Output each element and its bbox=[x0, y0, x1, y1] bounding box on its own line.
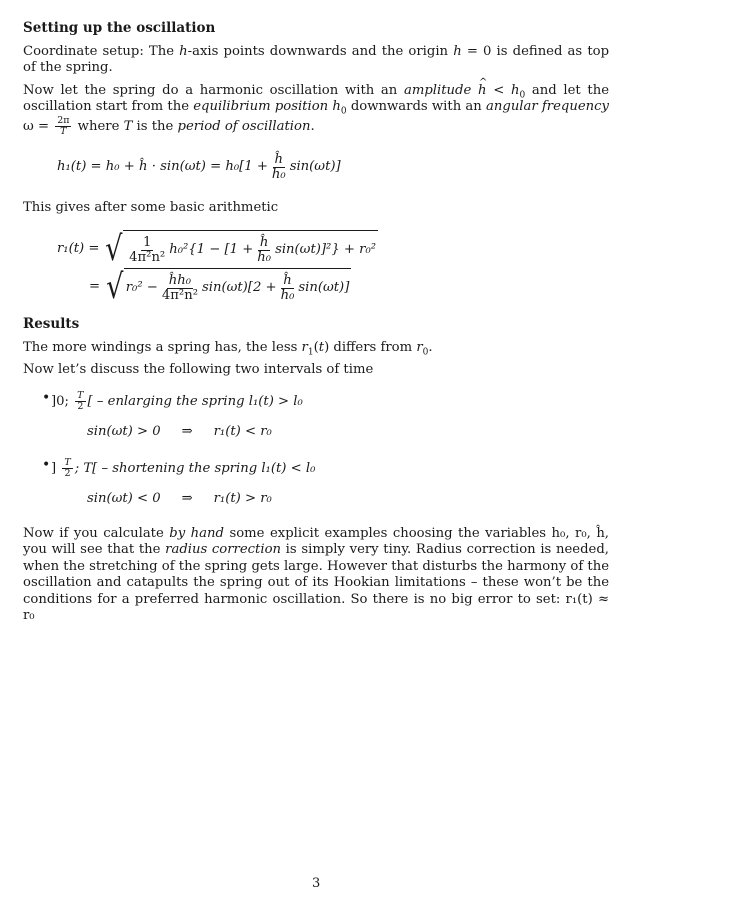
equation-h1: h₁(t) = h₀ + ĥ · sin(ωt) = h₀[1 + $\frac{ĥ}{\text{h₀}}$ sin(ωt)] bbox=[57, 151, 341, 182]
interval-list bbox=[23, 391, 609, 508]
conclusion-paragraph: Now if you calculate by hand some explicit examples choosing the variables h₀, r₀, ĥ, you will see that the radius correction is simply very tiny. Radius correction is needed, when the stretching of the spring gets large. However that disturbs the harmony of the oscillation and catapults the spring out of its Hookian limitations – these won’t be the conditions for a preferred harmonic oscillation. So there is no big error to set: r₁(t) ≈ r₀ bbox=[23, 525, 609, 623]
list-item: • ]0; $\frac{T}{2}$ [ – enlarging the spring l₁(t) > l₀ sin(ωt) > 0 ⇒ r₁(t) < r₀ bbox=[23, 391, 609, 441]
arithmetic-paragraph: This gives after some basic arithmetic bbox=[23, 199, 279, 215]
interval-equation: sin(ωt) < 0 ⇒ r₁(t) > r₀ bbox=[87, 491, 272, 506]
equation-r1-line2: = √ r₀² − $\frac{\text{ĥh₀}}{\text{4π²n²}}$ sin(ωt)[2 + $\frac{ĥ}{\text{h₀}}$ sin(ωt)] bbox=[89, 267, 350, 307]
oscillation-paragraph: Now let the spring do a harmonic oscillation with an amplitude ^ $h < h_0$ and let the oscillation start from the equilibrium position $h_0$ downwards with an angular frequency ω = $\frac{2\pi}{T}$ where T is the period of oscillation. bbox=[23, 83, 609, 137]
equation-r1-line1: r₁(t) = √ $\frac{1}{\text{4π²n²}}$ h₀²{1 − [1 + $\frac{ĥ}{\text{h₀}}$ sin(ωt)]²} + r₀² bbox=[57, 229, 377, 269]
page-number: 3 bbox=[312, 876, 321, 891]
windings-paragraph: The more windings a spring has, the less $r_1(t)$ differs from $r_0$. bbox=[23, 339, 433, 358]
section-heading-setup: Setting up the oscillation bbox=[23, 20, 216, 36]
intervals-intro: Now let’s discuss the following two intervals of time bbox=[23, 362, 374, 377]
section-heading-results: Results bbox=[23, 316, 80, 332]
coordinate-setup-paragraph: Coordinate setup: The h-axis points downwards and the origin h = 0 is defined as top of the spring. bbox=[23, 43, 610, 75]
list-item: • ] $\frac{T}{2}$ ; T[ – shortening the spring l₁(t) < l₀ sin(ωt) < 0 ⇒ r₁(t) > r₀ bbox=[23, 458, 609, 508]
omega-fraction: $\frac{2\pi}{T}$ bbox=[57, 114, 70, 137]
interval-equation: sin(ωt) > 0 ⇒ r₁(t) < r₀ bbox=[87, 423, 272, 439]
page-content bbox=[23, 20, 609, 631]
